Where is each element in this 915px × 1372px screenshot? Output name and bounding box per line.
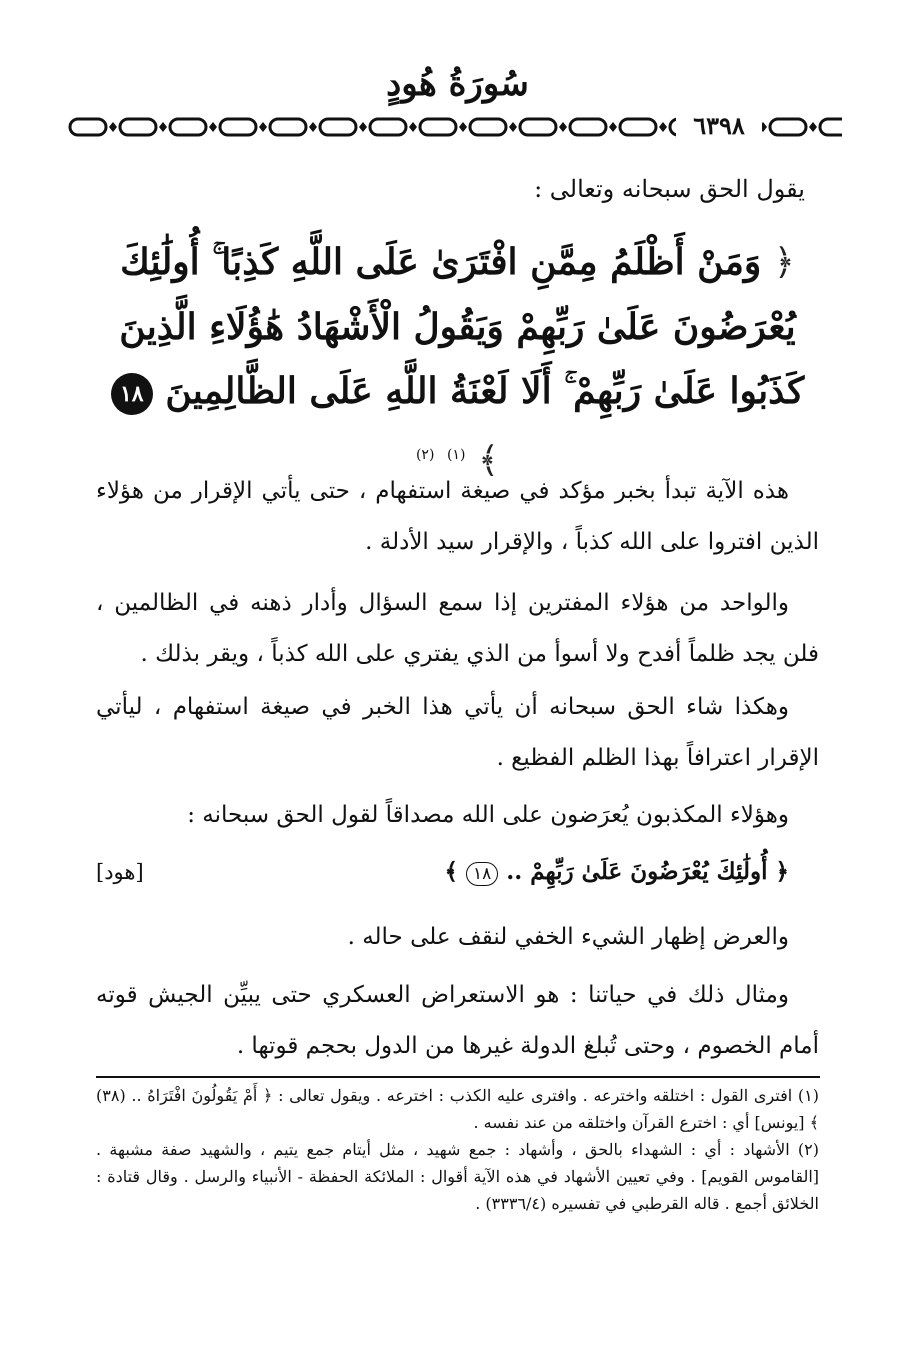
chain-diamond <box>209 122 217 132</box>
chain-diamond <box>809 122 817 132</box>
surah-title: سُورَةُ هُودٍ <box>386 64 529 104</box>
chain-diamond <box>509 122 517 132</box>
paragraph-6: ومثال ذلك في حياتنا : هو الاستعراض العسكري حتى يبيِّن الجيش قوته أمام الخصوم ، وحتى تُبلغ الدولة غيرها من الدول بحجم قوتها . <box>96 982 819 1059</box>
chain-diamond <box>309 122 317 132</box>
quran-verse-block <box>96 230 819 493</box>
chain-diamond <box>159 122 167 132</box>
chain-diamond <box>459 122 467 132</box>
intro-line: يقول الحق سبحانه وتعالى : <box>534 175 805 203</box>
chain-link <box>570 119 606 135</box>
quoted-verse-number: ١٨ <box>466 862 498 886</box>
chain-link <box>820 119 842 135</box>
chain-link <box>220 119 256 135</box>
chain-diamond <box>609 122 617 132</box>
page-number: ٦٣٩٨ <box>676 112 762 140</box>
verse-open-ornament: ﴿ <box>773 242 795 283</box>
surah-reference: [هود] <box>96 860 144 884</box>
footnote-marker-2: (٢) <box>415 447 435 463</box>
chain-link <box>470 119 506 135</box>
paragraph-1: هذه الآية تبدأ بخبر مؤكد في صيغة استفهام ، حتى يأتي الإقرار من هؤلاء الذين افتروا على الله كذباً ، والإقرار سيد الأدلة . <box>96 478 819 555</box>
footnote-divider <box>96 1076 820 1078</box>
chain-link <box>70 119 106 135</box>
footnotes <box>96 1082 819 1217</box>
chain-link <box>320 119 356 135</box>
paragraph-2: والواحد من هؤلاء المفترين إذا سمع السؤال وأدار ذهنه في الظالمين ، فلن يجد ظلماً أفدح ولا أسوأ من الذي يفتري على الله كذباً ، ويقر بذلك . <box>96 590 819 667</box>
paragraph-4: وهؤلاء المكذبون يُعرَضون على الله مصداقاً لقول الحق سبحانه : <box>187 802 789 828</box>
chain-diamond <box>359 122 367 132</box>
chain-diamond <box>259 122 267 132</box>
chain-link <box>420 119 456 135</box>
quoted-verse-text: ﴿ أُولَٰئِكَ يُعْرَضُونَ عَلَىٰ رَبِّهِمْ .. <box>498 858 789 885</box>
footnote-1: (١) افترى القول : اختلقه واخترعه . وافترى عليه الكذب : اخترعه . ويقول تعالى : ﴿ أَمْ يَقُولُونَ افْتَرَاهُ .. (٣٨) ﴾ [يونس] أي : اخترع القرآن واختلقه من عند نفسه . <box>96 1086 819 1132</box>
ayah-number-badge: ١٨ <box>111 373 153 415</box>
chain-link <box>770 119 806 135</box>
chain-diamond <box>109 122 117 132</box>
chain-link <box>270 119 306 135</box>
chain-link <box>620 119 656 135</box>
footnote-marker-1: (١) <box>446 447 466 463</box>
chain-diamond <box>409 122 417 132</box>
chain-link <box>170 119 206 135</box>
quoted-verse-line <box>96 852 819 896</box>
quoted-verse <box>444 852 789 892</box>
chain-link <box>370 119 406 135</box>
quoted-verse-close: ﴾ <box>444 858 466 885</box>
verse-text: وَمَنْ أَظْلَمُ مِمَّنِ افْتَرَىٰ عَلَى اللَّهِ كَذِبًا ۚ أُولَٰئِكَ يُعْرَضُونَ عَلَىٰ رَبِّهِمْ وَيَقُولُ الْأَشْهَادُ هَٰؤُلَاءِ الَّذِينَ كَذَبُوا عَلَىٰ رَبِّهِمْ ۚ أَلَا لَعْنَةُ اللَّهِ عَلَى الظَّالِمِينَ <box>119 241 805 412</box>
chain-link <box>520 119 556 135</box>
footnote-2: (٢) الأشهاد : أي : الشهداء بالحق ، وأشهاد : جمع شهيد ، مثل أيتام جمع يتيم ، والشهيد صفة مشبهة . [القاموس القويم] . وفي تعيين الأشهاد في هذه الآية أقوال : الملائكة الحفظة - الأنبياء والرسل . وقال قتادة : الخلائق أجمع . قاله القرطبي في تفسيره (٣٣٣٦/٤) . <box>96 1140 819 1213</box>
verse-close-ornament: ﴾ <box>477 440 500 481</box>
chain-diamond <box>659 122 667 132</box>
paragraph-5: والعرض إظهار الشيء الخفي لنقف على حاله . <box>347 924 789 950</box>
chain-link <box>120 119 156 135</box>
paragraph-3: وهكذا شاء الحق سبحانه أن يأتي هذا الخبر في صيغة استفهام ، ليأتي الإقرار اعترافاً بهذا الظلم الفظيع . <box>96 694 819 771</box>
chain-diamond <box>559 122 567 132</box>
